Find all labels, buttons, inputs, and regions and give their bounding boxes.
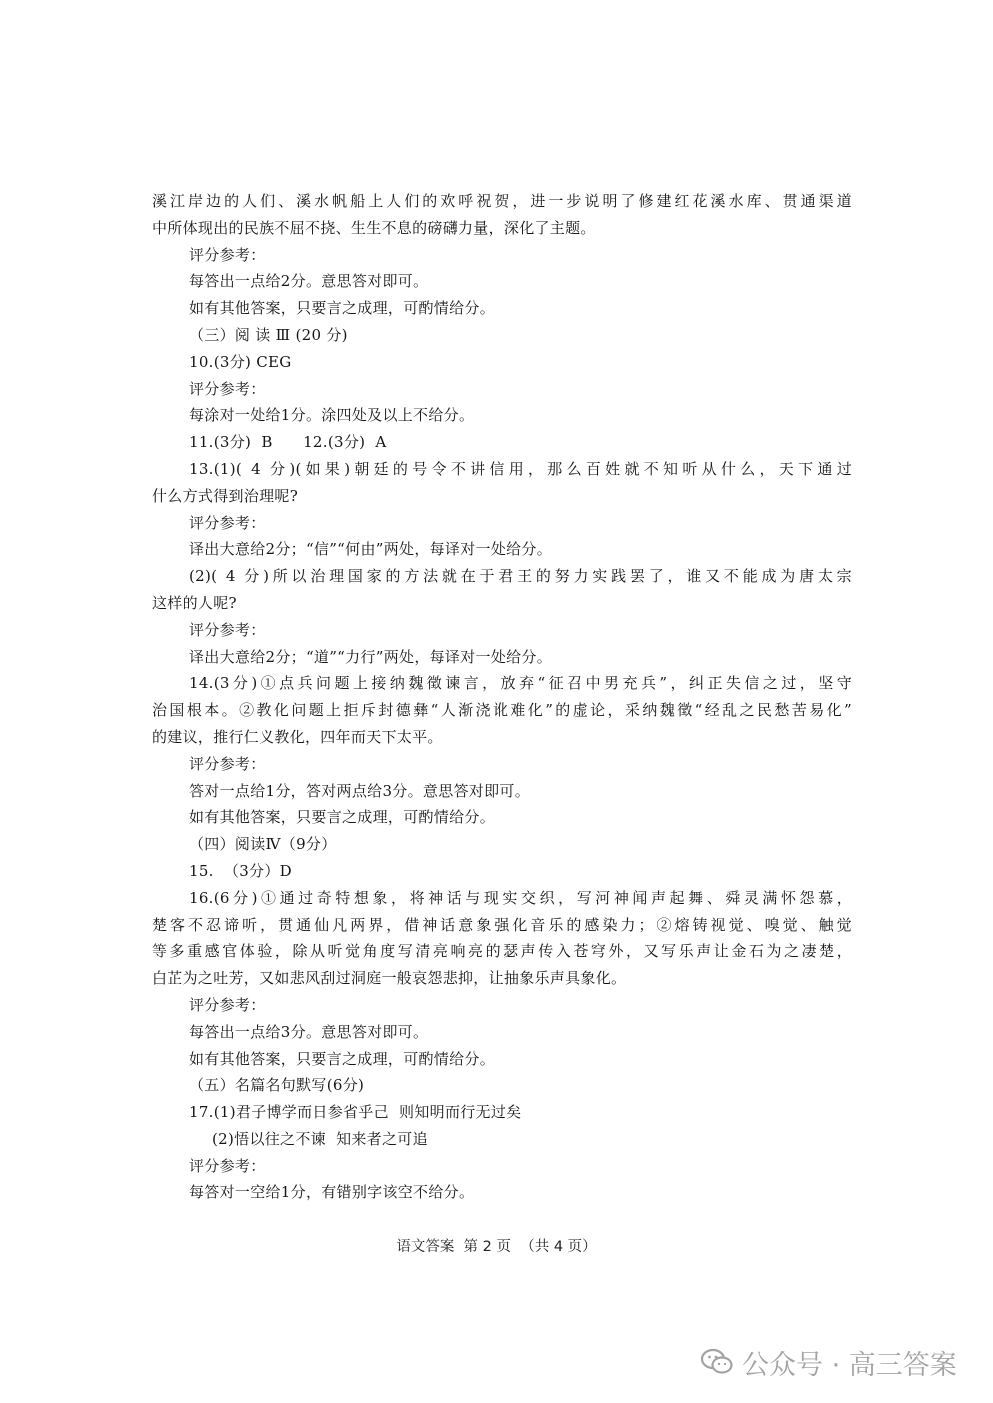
text-line: 评分参考： <box>189 1156 266 1175</box>
section-heading: （五）名篇名句默写(6分) <box>189 1076 365 1095</box>
text-line: 每涂对一处给1分。涂四处及以上不给分。 <box>189 406 475 425</box>
text-line: 评分参考： <box>189 245 266 264</box>
wechat-icon <box>700 1347 734 1377</box>
watermark <box>700 1340 957 1384</box>
watermark-text: 公众号 · 高三答案 <box>742 1349 957 1381</box>
text-line: 如有其他答案，只要言之成理，可酌情给分。 <box>189 808 496 827</box>
answer-item: (2)悟以往之不谏 知来者之可追 <box>212 1129 428 1148</box>
text-line: 评分参考： <box>189 620 266 639</box>
text-line: 答对一点给1分，答对两点给3分。意思答对即可。 <box>189 781 530 800</box>
answer-item: 10.(3分) CEG <box>189 352 292 371</box>
text-line: 评分参考： <box>189 513 266 532</box>
section-heading: （四）阅读Ⅳ（9分） <box>189 835 337 854</box>
text-line: 评分参考： <box>189 754 266 773</box>
text-line: 这样的人呢? <box>152 593 237 612</box>
text-line: 评分参考： <box>189 995 266 1014</box>
answer-item: (2)( 4 分)所以治理国家的方法就在于君王的努力实践罢了，谁又不能成为唐太宗 <box>189 567 852 586</box>
answer-item: 16.(6分)①通过奇特想象，将神话与现实交织，写河神闻声起舞、舜灵满怀怨慕， <box>189 888 852 907</box>
text-line: 溪江岸边的人们、溪水帆船上人们的欢呼祝贺，进一步说明了修建红花溪水库、贯通渠道 <box>152 192 852 210</box>
text-line: 每答出一点给2分。意思答对即可。 <box>189 272 429 291</box>
answer-item: 15. （3分）D <box>189 861 292 880</box>
text-line: 每答出一点给3分。意思答对即可。 <box>189 1022 429 1041</box>
text-line: 译出大意给2分；“信”“何由”两处，每译对一处给分。 <box>189 540 553 559</box>
page-footer: 语文答案 第 2 页 （共 4 页） <box>396 1239 597 1255</box>
answer-content <box>152 188 852 1206</box>
text-line: 楚客不忍谛听，贯通仙凡两界，借神话意象强化音乐的感染力；②熔铸视觉、嗅觉、触觉 <box>152 915 852 934</box>
text-line: 评分参考： <box>189 379 266 398</box>
text-line: 的建议，推行仁义教化，四年而天下太平。 <box>152 727 443 746</box>
text-line: 如有其他答案，只要言之成理，可酌情给分。 <box>189 1049 496 1068</box>
text-line: 译出大意给2分；“道”“力行”两处，每译对一处给分。 <box>189 647 553 666</box>
text-line: 治国根本。②教化问题上拒斥封德彝“人渐浇讹难化”的虚论，采纳魏徵“经乱之民愁苦易化” <box>152 701 852 720</box>
answer-item: 13.(1)( 4 分)(如果)朝廷的号令不讲信用，那么百姓就不知听从什么，天下通过 <box>189 459 852 478</box>
answer-item: 17.(1)君子博学而日参省乎己 则知明而行无过矣 <box>189 1103 522 1122</box>
text-line: 中所体现出的民族不屈不挠、生生不息的磅礴力量，深化了主题。 <box>152 218 596 237</box>
text-line: 等多重感官体验，除从听觉角度写清亮响亮的瑟声传入苍穹外，又写乐声让金石为之凄楚， <box>152 942 852 961</box>
answer-item: 11.(3分) B 12.(3分) A <box>189 433 387 452</box>
answer-item: 14.(3分)①点兵问题上接纳魏徵谏言，放弃“征召中男充兵”，纠正失信之过，坚守 <box>189 674 852 693</box>
text-line: 什么方式得到治理呢? <box>152 486 299 505</box>
text-line: 白芷为之吐芳，又如悲风刮过洞庭一般哀怨悲抑，让抽象乐声具象化。 <box>152 969 627 988</box>
text-line: 如有其他答案，只要言之成理，可酌情给分。 <box>189 299 496 318</box>
section-heading: （三）阅 读 Ⅲ (20 分) <box>189 325 348 344</box>
text-line: 每答对一空给1分，有错别字该空不给分。 <box>189 1183 475 1202</box>
